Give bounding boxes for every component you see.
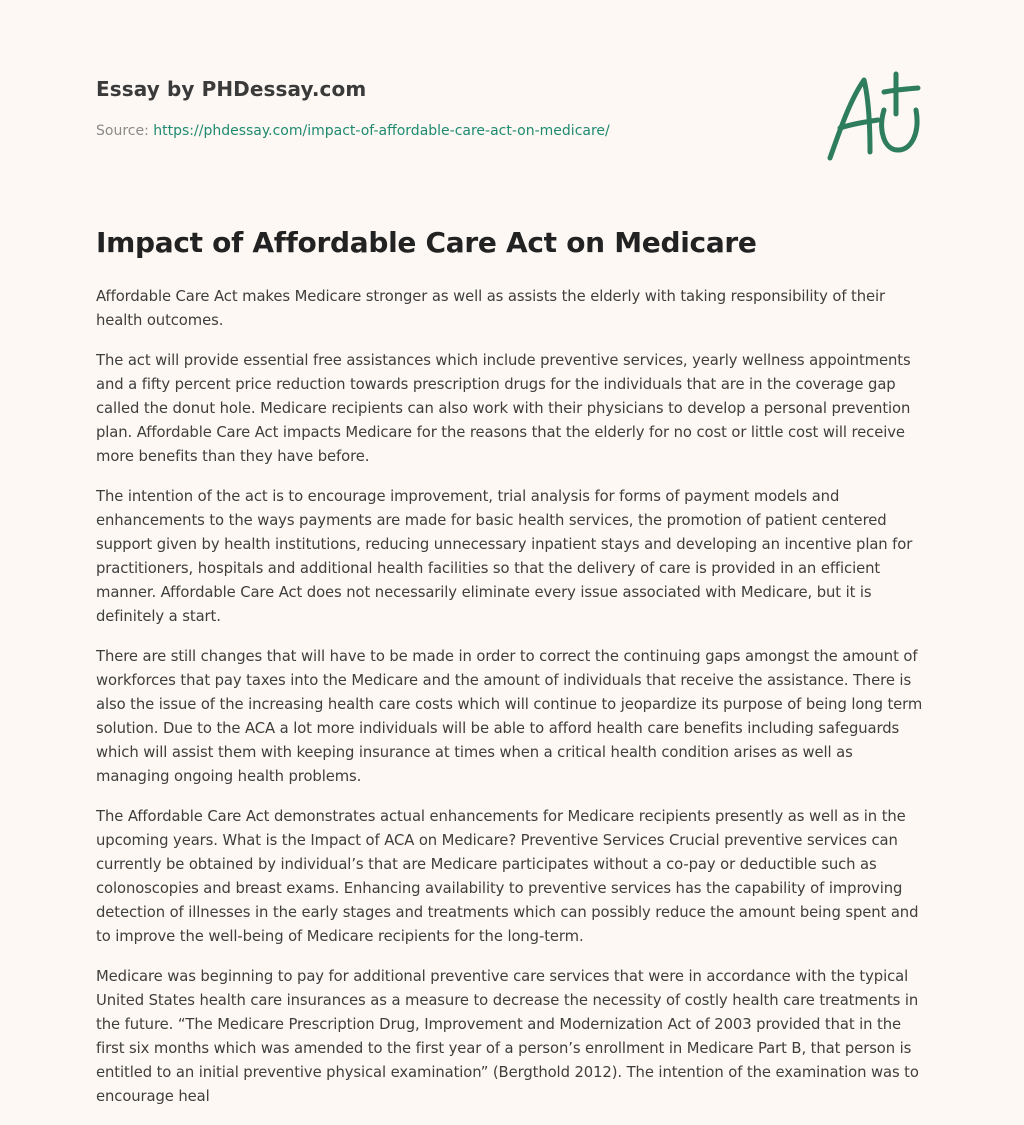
essay-paragraph: The act will provide essential free assistances which include preventive services, yearly wellness appointments and a fifty percent price reduction towards prescription drugs for the individuals that are in the coverage gap called the donut hole. Medicare recipients can also work with their physicians to develop a personal prevention plan. Affordable Care Act impacts Medicare for the reasons that the elderly for no cost or little cost will receive more benefits than they have before. xyxy=(96,352,911,465)
source-link[interactable]: https://phdessay.com/impact-of-affordable-care-act-on-medicare/ xyxy=(153,123,610,139)
source-line xyxy=(96,123,610,139)
a-plus-logo-icon xyxy=(826,70,926,162)
essay-paragraph: Medicare was beginning to pay for additional preventive care services that were in accordance with the typical United States health care insurances as a measure to decrease the necessity of costly health care treatments in the future. “The Medicare Prescription Drug, Improvement and Modernization Act of 2003 provided that in the first six months which was amended to the first year of a person’s enrollment in Medicare Part B, that person is entitled to an initial preventive physical examination” (Bergthold 2012). The intention of the examination was to encourage heal xyxy=(96,968,919,1105)
essay-body xyxy=(96,285,928,1125)
essay-paragraph: Affordable Care Act makes Medicare stronger as well as assists the elderly with taking responsibility of their health outcomes. xyxy=(96,288,886,329)
essay-title: Impact of Affordable Care Act on Medicare xyxy=(96,226,757,259)
site-title: Essay by PHDessay.com xyxy=(96,77,367,101)
source-label: Source: xyxy=(96,123,149,139)
essay-paragraph: The Affordable Care Act demonstrates actual enhancements for Medicare recipients presently as well as in the upcoming years. What is the Impact of ACA on Medicare? Preventive Services Crucial preventive services can currently be obtained by individual’s that are Medicare participates without a co-pay or deductible such as colonoscopies and breast exams. Enhancing availability to preventive services has the capability of improving detection of illnesses in the early stages and treatments which can possibly reduce the amount being spent and to improve the well-being of Medicare recipients for the long-term. xyxy=(96,808,919,945)
essay-paragraph: The intention of the act is to encourage improvement, trial analysis for forms of payment models and enhancements to the ways payments are made for basic health services, the promotion of patient centered support given by health institutions, reducing unnecessary inpatient stays and developing an incentive plan for practitioners, hospitals and additional health facilities so that the delivery of care is provided in an efficient manner. Affordable Care Act does not necessarily eliminate every issue associated with Medicare, but it is definitely a start. xyxy=(96,488,913,625)
essay-paragraph: There are still changes that will have to be made in order to correct the continuing gaps amongst the amount of workforces that pay taxes into the Medicare and the amount of individuals that receive the assistance. There is also the issue of the increasing health care costs which will continue to jeopardize its purpose of being long term solution. Due to the ACA a lot more individuals will be able to afford health care benefits including safeguards which will assist them with keeping insurance at times when a critical health condition arises as well as managing ongoing health problems. xyxy=(96,648,923,785)
